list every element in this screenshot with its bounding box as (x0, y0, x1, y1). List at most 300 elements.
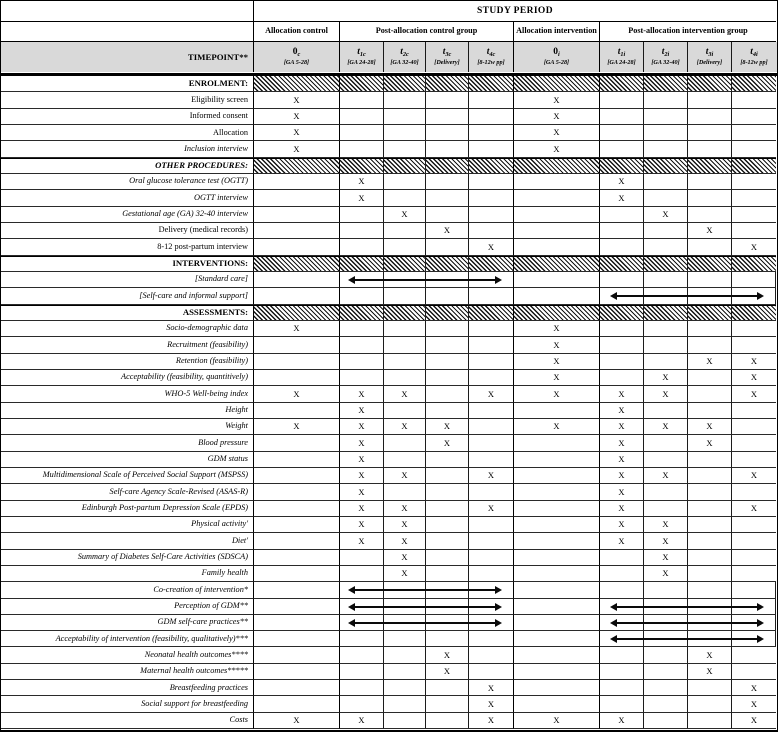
hatched-cell (340, 76, 384, 92)
mark-cell: X (384, 501, 426, 517)
empty-cell (514, 403, 600, 419)
empty-cell (254, 239, 340, 255)
empty-cell (384, 288, 426, 304)
empty-cell (732, 647, 776, 663)
empty-cell (644, 125, 688, 141)
study-period-title: STUDY PERIOD (254, 1, 776, 22)
empty-cell (600, 141, 644, 157)
schedule-body (1, 76, 776, 729)
empty-cell (514, 174, 600, 190)
mark-cell: X (254, 386, 340, 402)
row-label: WHO-5 Well-being index (1, 386, 254, 402)
mark-cell: X (688, 664, 732, 680)
empty-cell (384, 354, 426, 370)
empty-cell (426, 631, 469, 647)
row-label: [Self-care and informal support] (1, 288, 254, 304)
timepoint-header-0c (254, 42, 340, 72)
row-label: Self-care Agency Scale-Revised (ASAS-R) (1, 484, 254, 500)
empty-cell (254, 435, 340, 451)
hatched-cell (254, 158, 340, 174)
row-label: ENROLMENT: (1, 76, 254, 92)
empty-cell (469, 647, 514, 663)
row-label: Informed consent (1, 109, 254, 125)
mark-cell: X (514, 419, 600, 435)
empty-cell (688, 403, 732, 419)
row-label: Family health (1, 566, 254, 582)
row-label: Edinburgh Post-partum Depression Scale (EPDS) (1, 501, 254, 517)
row-label: Summary of Diabetes Self-Care Activities (SDSCA) (1, 550, 254, 566)
empty-cell (600, 125, 644, 141)
group-post-allocation-control: Post-allocation control group (340, 22, 514, 42)
empty-cell (688, 207, 732, 223)
empty-cell (514, 239, 600, 255)
schedule-row (1, 696, 776, 712)
empty-cell (469, 223, 514, 239)
empty-cell (644, 239, 688, 255)
row-label: Perception of GDM** (1, 599, 254, 615)
empty-cell (340, 337, 384, 353)
empty-cell (426, 190, 469, 206)
empty-cell (732, 664, 776, 680)
hatched-cell (644, 305, 688, 321)
empty-cell (426, 501, 469, 517)
empty-cell (469, 550, 514, 566)
mark-cell: X (732, 680, 776, 696)
schedule-row (1, 109, 776, 125)
mark-cell: X (384, 533, 426, 549)
empty-cell (600, 582, 644, 598)
mark-cell: X (600, 435, 644, 451)
mark-cell: X (688, 435, 732, 451)
control-duration-arrow (354, 589, 496, 591)
hatched-cell (426, 256, 469, 272)
empty-cell (340, 370, 384, 386)
empty-cell (254, 370, 340, 386)
row-label: Retention (feasibility) (1, 354, 254, 370)
mark-cell: X (340, 190, 384, 206)
empty-cell (254, 680, 340, 696)
empty-cell (340, 321, 384, 337)
timepoint-header-t4i (732, 42, 776, 72)
empty-cell (254, 631, 340, 647)
empty-cell (514, 664, 600, 680)
empty-cell (688, 337, 732, 353)
empty-cell (688, 370, 732, 386)
mark-cell: X (514, 141, 600, 157)
hatched-cell (600, 76, 644, 92)
empty-cell (254, 468, 340, 484)
empty-cell (254, 582, 340, 598)
empty-cell (514, 272, 600, 288)
empty-cell (732, 337, 776, 353)
row-label: Recruitment (feasibility) (1, 337, 254, 353)
empty-cell (644, 354, 688, 370)
hatched-cell (340, 256, 384, 272)
schedule-row (1, 354, 776, 370)
empty-cell (600, 696, 644, 712)
mark-cell: X (732, 386, 776, 402)
empty-cell (688, 501, 732, 517)
empty-cell (644, 223, 688, 239)
empty-cell (732, 484, 776, 500)
mark-cell: X (469, 239, 514, 255)
row-label: Oral glucose tolerance test (OGTT) (1, 174, 254, 190)
header-row-study-period (1, 1, 777, 22)
empty-cell (469, 403, 514, 419)
mark-cell: X (340, 452, 384, 468)
empty-cell (469, 337, 514, 353)
empty-cell (732, 533, 776, 549)
empty-cell (340, 288, 384, 304)
empty-cell (688, 141, 732, 157)
empty-cell (340, 239, 384, 255)
hatched-cell (600, 305, 644, 321)
empty-cell (514, 468, 600, 484)
timepoint-symbol: $t_{4c}$ (486, 47, 496, 59)
mark-cell: X (514, 337, 600, 353)
row-label: Social support for breastfeeding (1, 696, 254, 712)
schedule-row (1, 435, 776, 451)
mark-cell: X (514, 321, 600, 337)
empty-cell (600, 647, 644, 663)
empty-cell (688, 696, 732, 712)
row-label: Costs (1, 713, 254, 729)
empty-cell (426, 533, 469, 549)
mark-cell: X (732, 239, 776, 255)
hatched-cell (384, 158, 426, 174)
hatched-cell (426, 76, 469, 92)
mark-cell: X (600, 419, 644, 435)
empty-cell (469, 174, 514, 190)
mark-cell: X (254, 109, 340, 125)
hatched-cell (384, 305, 426, 321)
empty-cell (384, 664, 426, 680)
empty-cell (469, 109, 514, 125)
empty-cell (469, 321, 514, 337)
schedule-row (1, 239, 776, 255)
hatched-cell (688, 305, 732, 321)
intervention-duration-arrow (616, 606, 758, 608)
schedule-row (1, 517, 776, 533)
empty-cell (426, 403, 469, 419)
timepoint-header-t3i (688, 42, 732, 72)
timepoint-symbol: $0_i$ (553, 47, 560, 59)
empty-cell (254, 403, 340, 419)
hatched-cell (732, 256, 776, 272)
schedule-row (1, 452, 776, 468)
timepoint-window: [8-12w pp] (740, 58, 768, 66)
empty-cell (514, 550, 600, 566)
schedule-row (1, 321, 776, 337)
mark-cell: X (732, 713, 776, 729)
mark-cell: X (688, 223, 732, 239)
empty-cell (688, 533, 732, 549)
empty-cell (469, 517, 514, 533)
empty-cell (426, 550, 469, 566)
timepoint-header-0i (514, 42, 600, 72)
empty-cell (644, 501, 688, 517)
hatched-cell (644, 76, 688, 92)
empty-cell (340, 647, 384, 663)
mark-cell: X (600, 403, 644, 419)
empty-cell (426, 452, 469, 468)
mark-cell: X (732, 501, 776, 517)
empty-cell (600, 337, 644, 353)
mark-cell: X (514, 109, 600, 125)
header-blank-cell (1, 22, 254, 42)
empty-cell (644, 272, 688, 288)
hatched-cell (514, 158, 600, 174)
hatched-cell (384, 256, 426, 272)
empty-cell (469, 354, 514, 370)
mark-cell: X (600, 452, 644, 468)
empty-cell (514, 599, 600, 615)
intervention-duration-arrow (616, 638, 758, 640)
empty-cell (514, 190, 600, 206)
row-label: Blood pressure (1, 435, 254, 451)
empty-cell (732, 92, 776, 108)
control-duration-arrow (354, 279, 496, 281)
mark-cell: X (600, 468, 644, 484)
mark-cell: X (732, 468, 776, 484)
empty-cell (384, 647, 426, 663)
empty-cell (340, 354, 384, 370)
empty-cell (426, 337, 469, 353)
empty-cell (644, 664, 688, 680)
empty-cell (732, 141, 776, 157)
mark-cell: X (469, 468, 514, 484)
schedule-row (1, 631, 776, 647)
empty-cell (340, 223, 384, 239)
empty-cell (254, 533, 340, 549)
schedule-row (1, 566, 776, 582)
timepoint-header-t2c (384, 42, 426, 72)
empty-cell (732, 435, 776, 451)
empty-cell (732, 125, 776, 141)
schedule-row (1, 207, 776, 223)
hatched-cell (600, 256, 644, 272)
empty-cell (688, 550, 732, 566)
mark-cell: X (426, 647, 469, 663)
empty-cell (469, 288, 514, 304)
empty-cell (426, 713, 469, 729)
mark-cell: X (600, 386, 644, 402)
empty-cell (600, 370, 644, 386)
empty-cell (514, 680, 600, 696)
timepoint-header-t2i (644, 42, 688, 72)
row-label: Physical activity' (1, 517, 254, 533)
empty-cell (384, 680, 426, 696)
empty-cell (732, 582, 776, 598)
hatched-cell (469, 305, 514, 321)
empty-cell (426, 386, 469, 402)
empty-cell (469, 207, 514, 223)
row-label: GDM self-care practices** (1, 615, 254, 631)
empty-cell (688, 239, 732, 255)
empty-cell (732, 550, 776, 566)
hatched-cell (340, 158, 384, 174)
mark-cell: X (340, 435, 384, 451)
empty-cell (426, 321, 469, 337)
empty-cell (254, 207, 340, 223)
empty-cell (254, 599, 340, 615)
hatched-cell (469, 76, 514, 92)
mark-cell: X (469, 501, 514, 517)
empty-cell (340, 696, 384, 712)
empty-cell (644, 190, 688, 206)
mark-cell: X (340, 468, 384, 484)
empty-cell (384, 484, 426, 500)
empty-cell (732, 272, 776, 288)
hatched-cell (469, 256, 514, 272)
empty-cell (254, 696, 340, 712)
mark-cell: X (600, 517, 644, 533)
timepoint-row (1, 42, 777, 72)
mark-cell: X (384, 386, 426, 402)
timepoint-symbol: $t_{3i}$ (705, 47, 714, 59)
empty-cell (600, 272, 644, 288)
empty-cell (469, 435, 514, 451)
row-label: Maternal health outcomes***** (1, 664, 254, 680)
row-label: INTERVENTIONS: (1, 256, 254, 272)
mark-cell: X (600, 501, 644, 517)
row-label: Co-creation of intervention* (1, 582, 254, 598)
empty-cell (469, 533, 514, 549)
schedule-row (1, 419, 776, 435)
timepoint-symbol: $t_{2i}$ (661, 47, 670, 59)
empty-cell (644, 452, 688, 468)
mark-cell: X (514, 125, 600, 141)
empty-cell (514, 288, 600, 304)
timepoint-window: [GA 24-28] (347, 58, 376, 66)
mark-cell: X (688, 419, 732, 435)
empty-cell (732, 403, 776, 419)
header-row-groups (1, 22, 777, 42)
empty-cell (688, 190, 732, 206)
control-duration-arrow (354, 606, 496, 608)
empty-cell (340, 125, 384, 141)
timepoint-header-t1c (340, 42, 384, 72)
mark-cell: X (644, 468, 688, 484)
row-label: Acceptability of intervention (feasibility, qualitatively)*** (1, 631, 254, 647)
mark-cell: X (340, 174, 384, 190)
empty-cell (254, 272, 340, 288)
mark-cell: X (254, 419, 340, 435)
empty-cell (688, 680, 732, 696)
mark-cell: X (254, 713, 340, 729)
schedule-row (1, 92, 776, 108)
hatched-cell (514, 305, 600, 321)
row-label: Weight (1, 419, 254, 435)
timepoint-window: [8-12w pp] (477, 58, 505, 66)
empty-cell (688, 386, 732, 402)
empty-cell (732, 452, 776, 468)
schedule-row (1, 533, 776, 549)
empty-cell (426, 696, 469, 712)
row-label: Neonatal health outcomes**** (1, 647, 254, 663)
mark-cell: X (600, 174, 644, 190)
hatched-cell (384, 76, 426, 92)
empty-cell (426, 354, 469, 370)
row-label: Breastfeeding practices (1, 680, 254, 696)
empty-cell (426, 468, 469, 484)
mark-cell: X (514, 386, 600, 402)
empty-cell (254, 550, 340, 566)
empty-cell (644, 713, 688, 729)
row-label: Diet' (1, 533, 254, 549)
timepoint-symbol: $t_{1c}$ (357, 47, 366, 59)
empty-cell (254, 174, 340, 190)
hatched-cell (426, 158, 469, 174)
hatched-cell (644, 158, 688, 174)
empty-cell (340, 207, 384, 223)
schedule-row (1, 125, 776, 141)
empty-cell (426, 141, 469, 157)
timepoint-header-t4c (469, 42, 514, 72)
empty-cell (469, 92, 514, 108)
mark-cell: X (732, 370, 776, 386)
empty-cell (732, 566, 776, 582)
empty-cell (384, 125, 426, 141)
mark-cell: X (469, 386, 514, 402)
empty-cell (426, 370, 469, 386)
empty-cell (732, 190, 776, 206)
empty-cell (469, 125, 514, 141)
empty-cell (644, 403, 688, 419)
empty-cell (340, 680, 384, 696)
schedule-row (1, 288, 776, 304)
mark-cell: X (426, 223, 469, 239)
empty-cell (469, 452, 514, 468)
mark-cell: X (644, 533, 688, 549)
row-label: OTHER PROCEDURES: (1, 158, 254, 174)
timepoint-window: [Delivery] (434, 58, 460, 66)
empty-cell (644, 647, 688, 663)
mark-cell: X (732, 354, 776, 370)
hatched-cell (254, 76, 340, 92)
empty-cell (340, 631, 384, 647)
empty-cell (469, 141, 514, 157)
schedule-row (1, 223, 776, 239)
schedule-row (1, 174, 776, 190)
empty-cell (426, 92, 469, 108)
mark-cell: X (469, 680, 514, 696)
empty-cell (340, 92, 384, 108)
row-label: [Standard care] (1, 272, 254, 288)
mark-cell: X (254, 92, 340, 108)
empty-cell (644, 321, 688, 337)
empty-cell (688, 452, 732, 468)
group-allocation-control: Allocation control (254, 22, 340, 42)
empty-cell (688, 713, 732, 729)
empty-cell (384, 190, 426, 206)
hatched-cell (254, 256, 340, 272)
empty-cell (644, 582, 688, 598)
mark-cell: X (254, 321, 340, 337)
mark-cell: X (384, 566, 426, 582)
hatched-cell (732, 158, 776, 174)
mark-cell: X (644, 550, 688, 566)
empty-cell (469, 631, 514, 647)
schedule-row (1, 190, 776, 206)
row-label: Height (1, 403, 254, 419)
empty-cell (688, 92, 732, 108)
empty-cell (254, 484, 340, 500)
empty-cell (732, 174, 776, 190)
empty-cell (340, 550, 384, 566)
empty-cell (254, 452, 340, 468)
empty-cell (600, 566, 644, 582)
